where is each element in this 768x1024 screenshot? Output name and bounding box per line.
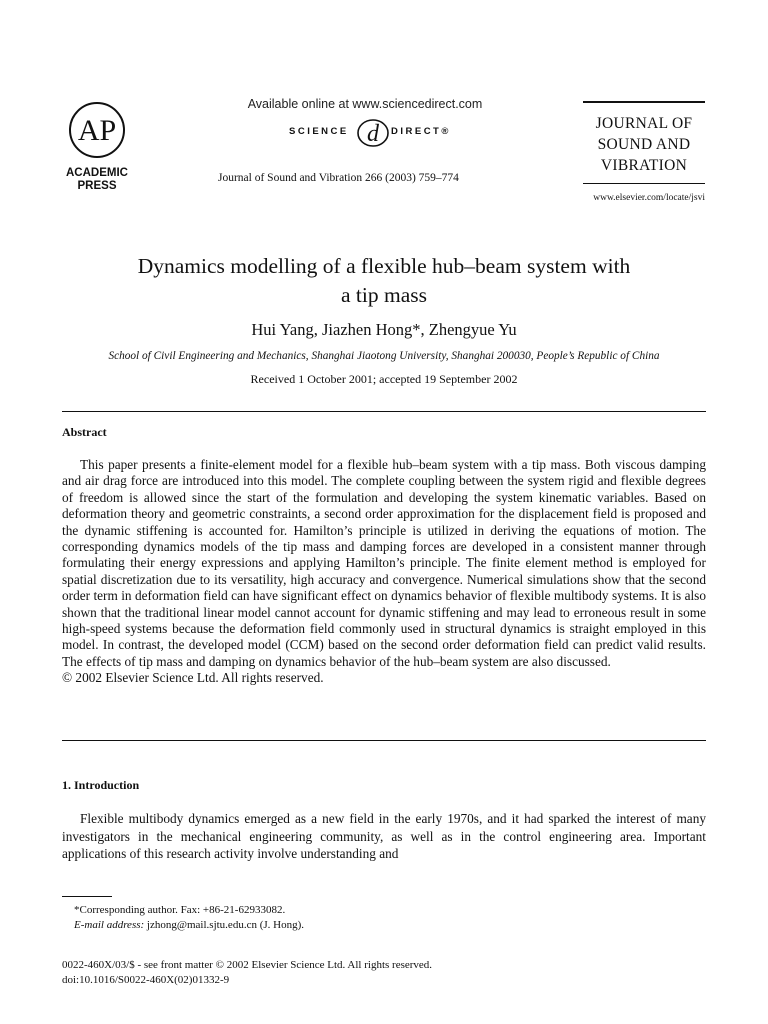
available-online[interactable]: Available online at www.sciencedirect.com xyxy=(247,97,483,111)
publisher-name-line2: PRESS xyxy=(77,180,117,192)
journal-title-rule-top xyxy=(583,101,705,103)
abstract-body xyxy=(62,457,706,687)
footnotes xyxy=(62,903,304,933)
journal-url[interactable]: www.elsevier.com/locate/jsvi xyxy=(593,193,705,203)
publisher-name-line1: ACADEMIC xyxy=(66,167,128,179)
journal-title-line3: VIBRATION xyxy=(600,157,688,174)
journal-title-line1: JOURNAL OF xyxy=(595,115,693,132)
footnote-rule xyxy=(62,896,112,897)
article-title-line1: Dynamics modelling of a flexible hub–beam system with xyxy=(137,254,631,278)
ap-logo-icon xyxy=(67,100,127,160)
journal-title-rule-bottom xyxy=(583,183,705,184)
email-note xyxy=(62,918,304,933)
introduction-body xyxy=(62,810,706,863)
abstract-copyright: © 2002 Elsevier Science Ltd. All rights reserved. xyxy=(62,670,324,686)
svg-text:AP: AP xyxy=(77,114,117,147)
article-title-line2: a tip mass xyxy=(341,283,427,307)
front-matter xyxy=(62,958,432,988)
sd-direct-text: DIRECT® xyxy=(391,126,451,137)
publisher-logo xyxy=(62,100,132,193)
doi-line[interactable]: doi:10.1016/S0022-460X(02)01332-9 xyxy=(62,974,230,986)
issn-line: 0022-460X/03/$ - see front matter © 2002 Elsevier Science Ltd. All rights reserved. xyxy=(62,959,433,971)
email-address[interactable]: jzhong@mail.sjtu.edu.cn (J. Hong). xyxy=(144,919,304,931)
authors: Hui Yang, Jiazhen Hong*, Zhengyue Yu xyxy=(251,320,517,339)
email-label: E-mail address: xyxy=(74,919,145,931)
introduction-text: Flexible multibody dynamics emerged as a new field in the early 1970s, and it had sparked the interest of many investigators in the mechanical engineering community, as well as in the control engineering area. Important applications of this research activity involve understanding and xyxy=(62,811,706,861)
abstract-rule-top xyxy=(62,411,706,412)
affiliation: School of Civil Engineering and Mechanics, Shanghai Jiaotong University, Shanghai 200030, People’s Republic of China xyxy=(108,350,660,362)
sd-science-text: SCIENCE xyxy=(289,126,349,137)
corresponding-author-note: *Corresponding author. Fax: +86-21-62933082. xyxy=(74,904,286,916)
abstract-heading: Abstract xyxy=(62,425,107,439)
svg-text:d: d xyxy=(367,121,379,147)
journal-title xyxy=(583,113,705,176)
received-dates: Received 1 October 2001; accepted 19 September 2002 xyxy=(250,372,518,386)
sciencedirect-logo xyxy=(260,118,480,146)
section-heading-introduction: 1. Introduction xyxy=(62,778,140,792)
abstract-text: This paper presents a finite-element model for a flexible hub–beam system with a tip mass. Both viscous damping and air drag force are introduced into this model. The complete coupling between the system rigid and flexible degrees of freedom is allowed since the start of the formulation and developing the system kinematic variables. Based on deformation theory and geometric constraints, a second order approximation for the displacement field is proposed and the dynamic stiffening is accounted for. Hamilton’s principle is utilized in deriving the equations of motion. The corresponding dynamics models of the tip mass and damping forces are developed in a consistent manner through formulating their energy expressions and applying Hamilton’s principle. The finite element method is employed for spatial discretization due to its versatility, high accuracy and convergence. Numerical simulations show that the second order term in deformation field can have significant effect on dynamics behavior of flexible multibody systems. It is also shown that the traditional linear model cannot account for dynamic stiffening and may lead to erroneous result in some high-speed systems because the deformation field commonly used in structural dynamics is straight employed in this model. In contrast, the developed model (CCM) based on the second order deformation field can predict valid results. The effects of tip mass and damping on dynamics behavior of the hub–beam system are also discussed. xyxy=(62,457,706,669)
article-title xyxy=(62,252,706,310)
journal-citation: Journal of Sound and Vibration 266 (2003) 759–774 xyxy=(218,172,459,184)
abstract-rule-bottom xyxy=(62,740,706,741)
journal-title-line2: SOUND AND xyxy=(597,136,691,153)
sciencedirect-at-icon xyxy=(356,118,390,148)
